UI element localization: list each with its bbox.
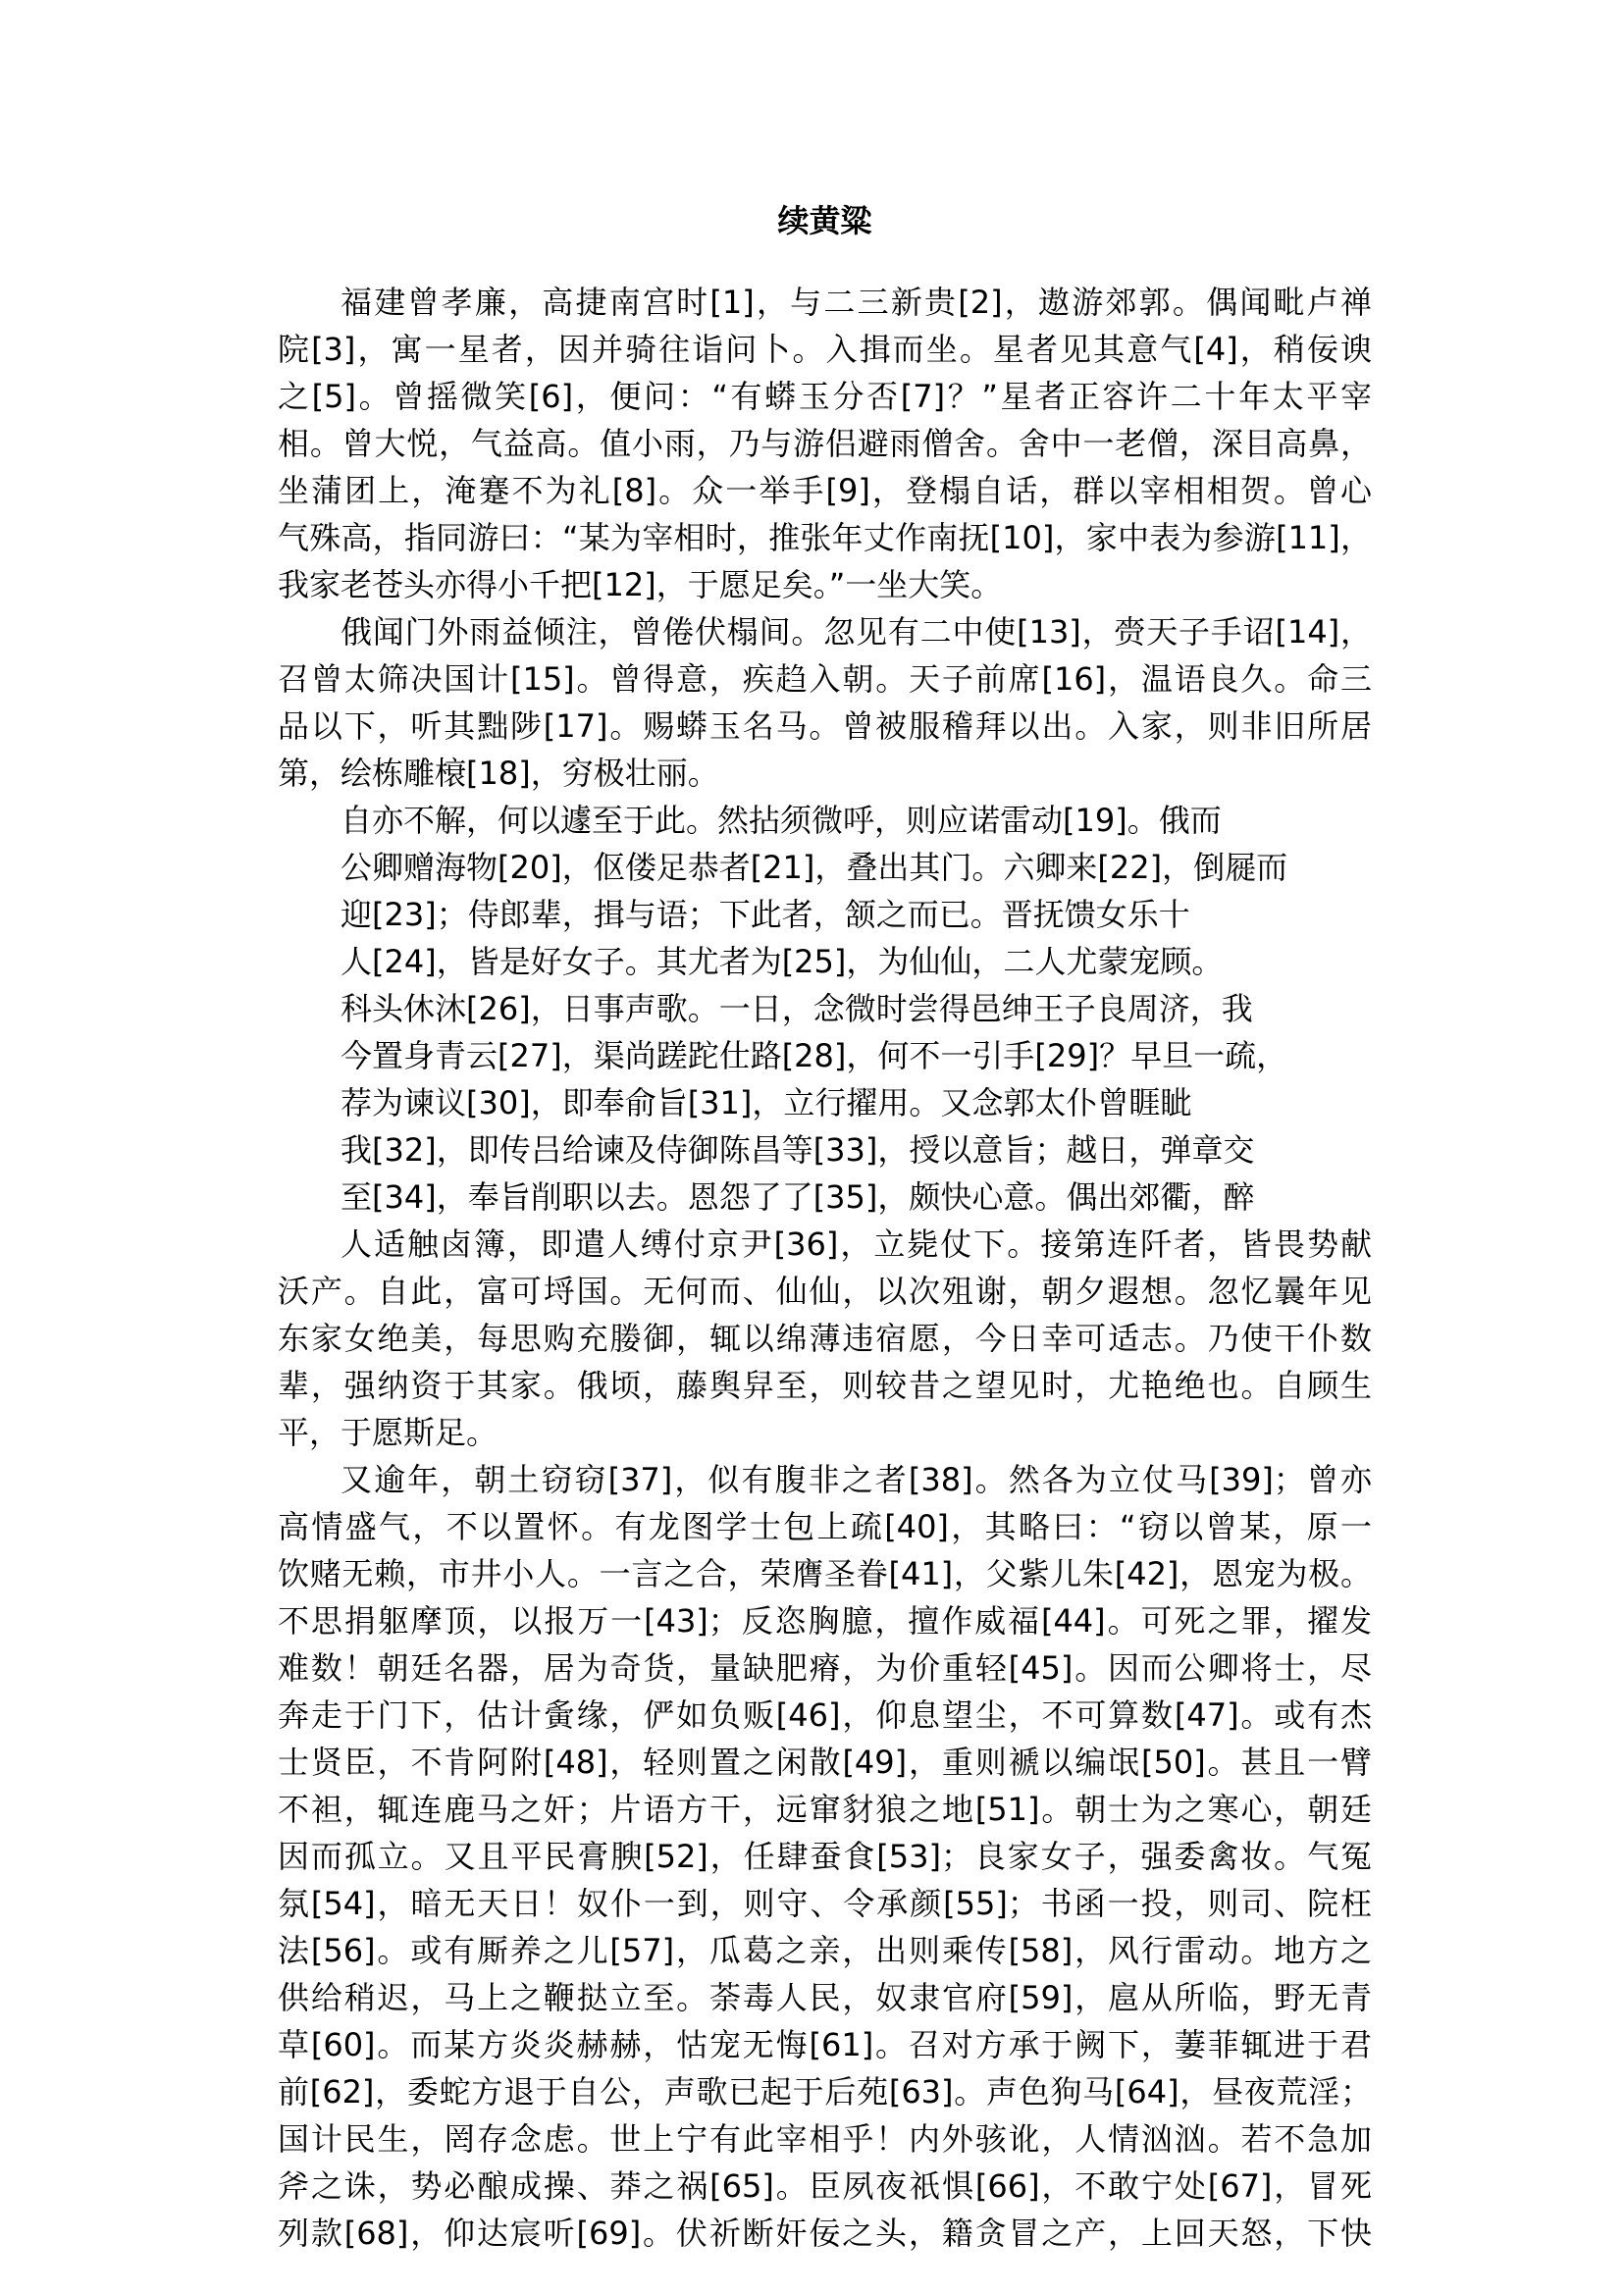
text-line: 不思捐躯摩顶，以报万一[43]；反恣胸臆，擅作威福[44]。可死之罪，擢发 bbox=[278, 1602, 1372, 1640]
text-line: 氛[54]，暗无天日！奴仆一到，则守、令承颜[55]；书函一投，则司、院枉 bbox=[278, 1885, 1372, 1922]
text-line: 平，于愿斯足。 bbox=[278, 1414, 498, 1451]
text-line: 至[34]，奉旨削职以去。恩怨了了[35]，颇快心意。偶出郊衢，醉 bbox=[341, 1178, 1255, 1216]
document-page bbox=[278, 196, 1372, 2257]
text-line: 国计民生，罔存念虑。世上宁有此宰相乎！内外骇讹，人情汹汹。若不急加 bbox=[278, 2120, 1372, 2158]
text-line: 院[3]，寓一星者，因并骑往诣问卜。入揖而坐。星者见其意气[4]，稍佞谀 bbox=[278, 331, 1372, 368]
text-line: 高情盛气，不以置怀。有龙图学士包上疏[40]，其略曰：“窃以曾某，原一 bbox=[278, 1508, 1372, 1545]
text-line: 我[32]，即传吕给谏及侍御陈昌等[33]，授以意旨；越日，弹章交 bbox=[341, 1131, 1255, 1169]
text-line: 难数！朝廷名器，居为奇货，量缺肥瘠，为价重轻[45]。因而公卿将士，尽 bbox=[278, 1649, 1372, 1687]
text-line: 第，绘栋雕榱[18]，穷极壮丽。 bbox=[278, 755, 719, 792]
text-line: 迎[23]；侍郎辈，揖与语；下此者，颔之而已。晋抚馈女乐十 bbox=[341, 896, 1190, 933]
text-line: 人适触卤簿，即遣人缚付京尹[36]，立毙仗下。接第连阡者，皆畏势献 bbox=[341, 1225, 1372, 1263]
text-line: 今置身青云[27]，渠尚蹉跎仕路[28]，何不一引手[29]？早旦一疏， bbox=[341, 1037, 1288, 1074]
text-line: 荐为谏议[30]，即奉俞旨[31]，立行擢用。又念郭太仆曾睚眦 bbox=[341, 1084, 1192, 1121]
text-line: 福建曾孝廉，高捷南宫时[1]，与二三新贵[2]，遨游郊郭。偶闻毗卢禅 bbox=[341, 284, 1372, 321]
text-line: 人[24]，皆是好女子。其尤者为[25]，为仙仙，二人尤蒙宠顾。 bbox=[341, 943, 1224, 980]
text-line: 沃产。自此，富可埒国。无何而、仙仙，以次殂谢，朝夕遐想。忽忆曩年见 bbox=[278, 1273, 1372, 1310]
text-line: 又逾年，朝土窃窃[37]，似有腹非之者[38]。然各为立仗马[39]；曾亦 bbox=[341, 1461, 1372, 1498]
text-line: 前[62]，委蛇方退于自公，声歌已起于后苑[63]。声色狗马[64]，昼夜荒淫； bbox=[278, 2073, 1372, 2111]
text-line: 科头休沐[26]，日事声歌。一日，念微时尝得邑绅王子良周济，我 bbox=[341, 990, 1253, 1027]
text-line: 坐蒲团上，淹蹇不为礼[8]。众一举手[9]，登榻自话，群以宰相相贺。曾心 bbox=[278, 472, 1372, 509]
text-line: 供给稍迟，马上之鞭挞立至。荼毒人民，奴隶官府[59]，扈从所临，野无青 bbox=[278, 1979, 1372, 2016]
document-body bbox=[278, 279, 1372, 2257]
text-line: 相。曾大悦，气益高。值小雨，乃与游侣避雨僧舍。舍中一老僧，深目高鼻， bbox=[278, 425, 1372, 462]
text-line: 饮赌无赖，市井小人。一言之合，荣膺圣眷[41]，父紫儿朱[42]，恩宠为极。 bbox=[278, 1555, 1372, 1592]
text-line: 我家老苍头亦得小千把[12]，于愿足矣。”一坐大笑。 bbox=[278, 566, 1003, 603]
text-line: 之[5]。曾摇微笑[6]，便问：“有蟒玉分否[7]？”星者正容许二十年太平宰 bbox=[278, 378, 1372, 415]
text-line: 俄闻门外雨益倾注，曾倦伏榻间。忽见有二中使[13]，赍天子手诏[14]， bbox=[341, 613, 1372, 651]
text-line: 自亦不解，何以遽至于此。然拈须微呼，则应诺雷动[19]。俄而 bbox=[341, 802, 1222, 839]
page-title: 续黄粱 bbox=[777, 202, 872, 239]
text-line: 辈，强纳资于其家。俄顷，藤舆舁至，则较昔之望见时，尤艳绝也。自顾生 bbox=[278, 1367, 1372, 1404]
text-line: 不袒，辄连鹿马之奸；片语方干，远窜豺狼之地[51]。朝士为之寒心，朝廷 bbox=[278, 1791, 1372, 1828]
text-line: 斧之诛，势必酿成操、莽之祸[65]。臣夙夜祇惧[66]，不敢宁处[67]，冒死 bbox=[278, 2167, 1372, 2205]
text-line: 品以下，听其黜陟[17]。赐蟒玉名马。曾被服稽拜以出。入家，则非旧所居 bbox=[278, 707, 1372, 745]
text-line: 士贤臣，不肯阿附[48]，轻则置之闲散[49]，重则褫以编氓[50]。甚且一臂 bbox=[278, 1744, 1372, 1781]
text-line: 气殊高，指同游曰：“某为宰相时，推张年丈作南抚[10]，家中表为参游[11]， bbox=[278, 519, 1372, 556]
text-line: 列款[68]，仰达宸听[69]。伏祈断奸佞之头，籍贪冒之产，上回天怒，下快 bbox=[278, 2215, 1372, 2252]
text-line: 东家女绝美，每思购充媵御，辄以绵薄违宿愿，今日幸可适志。乃使干仆数 bbox=[278, 1320, 1372, 1357]
text-line: 召曾太筛决国计[15]。曾得意，疾趋入朝。天子前席[16]，温语良久。命三 bbox=[278, 660, 1372, 698]
text-line: 法[56]。或有厮养之儿[57]，瓜葛之亲，出则乘传[58]，风行雷动。地方之 bbox=[278, 1932, 1372, 1969]
text-line: 奔走于门下，估计夤缘，俨如负贩[46]，仰息望尘，不可算数[47]。或有杰 bbox=[278, 1696, 1372, 1734]
text-line: 公卿赠海物[20]，伛偻足恭者[21]，叠出其门。六卿来[22]，倒屣而 bbox=[341, 849, 1288, 886]
text-line: 草[60]。而某方炎炎赫赫，怙宠无悔[61]。召对方承于阙下，萋菲辄进于君 bbox=[278, 2026, 1372, 2063]
text-line: 因而孤立。又且平民膏腴[52]，任肆蚕食[53]；良家女子，强委禽妆。气冤 bbox=[278, 1838, 1372, 1875]
